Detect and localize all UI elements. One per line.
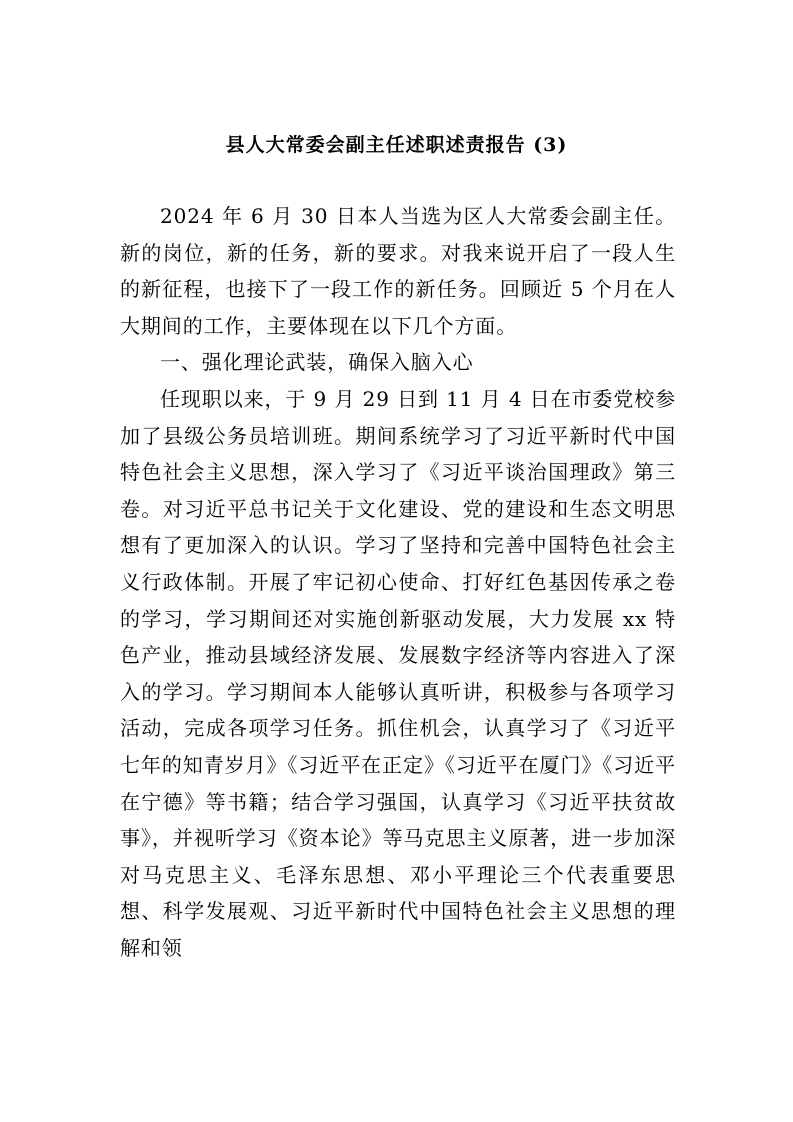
document-title: 县人大常委会副主任述职述责报告 (3) <box>225 134 568 156</box>
intro-paragraph: 2024 年 6 月 30 日本人当选为区人大常委会副主任。新的岗位，新的任务，新的要求。对我来说开启了一段人生的新征程，也接下了一段工作的新任务。回顾近 5 个月在人大期间的工作，主要体现在以下几个方面。 <box>120 204 676 338</box>
section-1-paragraph: 任现职以来，于 9 月 29 日到 11 月 4 日在市委党校参加了县级公务员培训班。期间系统学习了习近平新时代中国特色社会主义思想，深入学习了《习近平谈治国理政》第三卷。对习近平总书记关于文化建设、党的建设和生态文明思想有了更加深入的认识。学习了坚持和完善中国特色社会主义行政体制。开展了牢记初心使命、打好红色基因传承之卷的学习，学习期间还对实施创新驱动发展，大力发展 xx 特色产业，推动县域经济发展、发展数字经济等内容进入了深入的学习。学习期间本人能够认真听讲，积极参与各项学习活动，完成各项学习任务。抓住机会，认真学习了《习近平七年的知青岁月》《习近平在正定》《习近平在厦门》《习近平在宁德》等书籍；结合学习强国，认真学习《习近平扶贫故事》，并视听学习《资本论》等马克思主义原著，进一步加深对马克思主义、毛泽东思想、邓小平理论三个代表重要思想、科学发展观、习近平新时代中国特色社会主义思想的理解和领 <box>120 386 677 960</box>
section-heading-1: 一、强化理论武装，确保入脑入心 <box>160 350 474 375</box>
document-body <box>120 198 676 966</box>
